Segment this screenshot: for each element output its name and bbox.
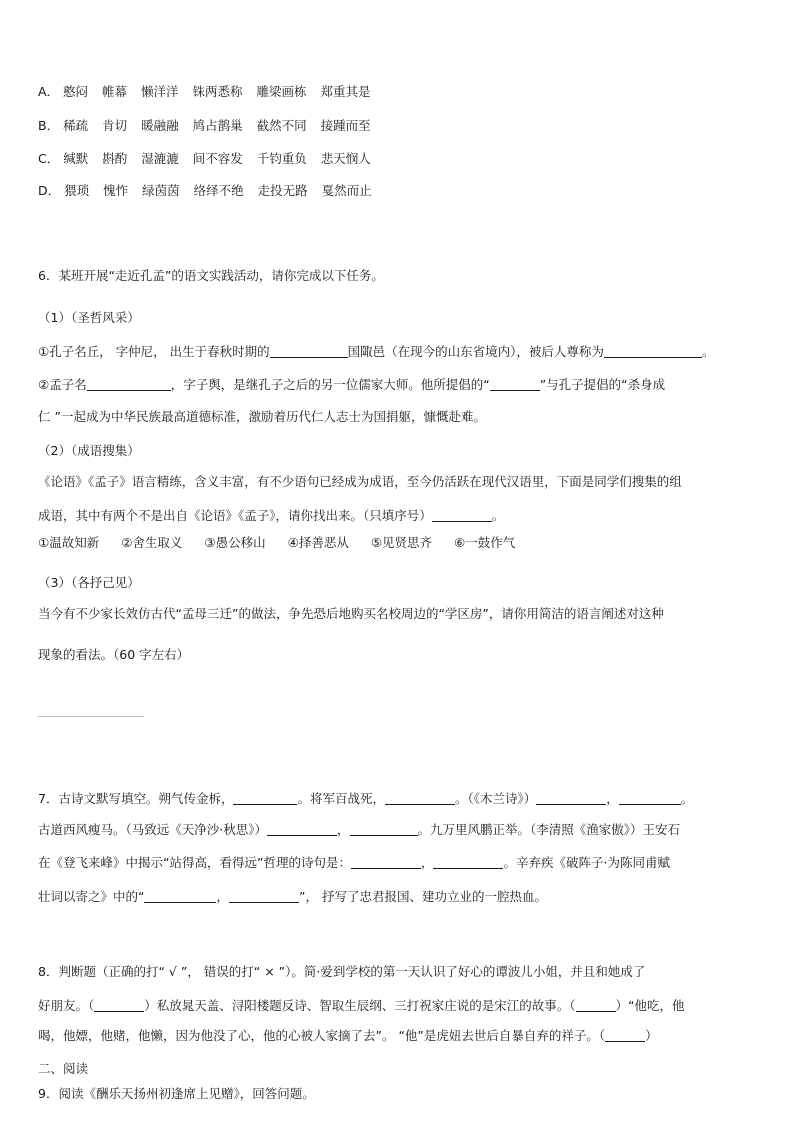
option-word: 截然不同	[256, 118, 307, 133]
text: 古道西风瘦马。（马致远《天净沙·秋思》）	[38, 822, 267, 837]
option-word: 郑重其是	[320, 84, 371, 99]
option-word: 暖融融	[141, 118, 179, 133]
option-word: 稀疏	[63, 118, 89, 133]
idiom-choice: ②舍生取义	[121, 535, 183, 550]
text: ”， 抒写了忠君报国、建功立业的一腔热血。	[299, 889, 547, 904]
option-word: 斟酌	[102, 151, 128, 166]
option-word: 愧怍	[103, 183, 129, 198]
option-word: 肯切	[102, 118, 128, 133]
option-word: 绿茵茵	[142, 183, 180, 198]
text: 好朋友。（	[38, 998, 95, 1013]
option-b	[38, 120, 371, 133]
text: ，	[606, 791, 619, 806]
idiom-choice: ①温故知新	[38, 535, 100, 550]
q6-part2-line2	[38, 508, 504, 523]
option-word: 鸠占鹊巢	[192, 118, 243, 133]
option-letter: B．	[38, 118, 60, 133]
text: 。辛弃疾《破阵子·为陈同甫赋	[503, 855, 670, 870]
q6-part2-title: （2）（成语搜集）	[38, 443, 140, 458]
option-d	[38, 185, 372, 198]
text: 成语，其中有两个不是出自《论语》《孟子》，请你找出来。（只填序号）	[38, 508, 432, 523]
q9-stem: 9．阅读《酬乐天扬州初逢席上见赠》，回答问题。	[38, 1086, 315, 1101]
text: 。	[701, 344, 715, 359]
option-letter: D．	[38, 183, 61, 198]
text: 。（《木兰诗》）	[454, 791, 537, 806]
text: 国陬邑（在现今的山东省境内），被后人尊称为	[347, 344, 604, 359]
q6-idiom-choices	[38, 537, 533, 550]
q8-line1: 8．判断题（正确的打“ √ ”， 错误的打“ × ”）。简·爱到学校的第一天认识了好心的谭波儿小姐，并且和她成了	[38, 964, 646, 979]
text: ②孟子名	[38, 377, 87, 392]
idiom-choice: ④择善恶从	[287, 535, 349, 550]
option-word: 悲天悯人	[320, 151, 371, 166]
answer-blank[interactable]	[604, 344, 702, 358]
q6-part3-line2: 现象的看法。（60 字左右）	[38, 647, 190, 662]
answer-blank[interactable]	[619, 791, 681, 805]
answer-blank[interactable]	[270, 344, 348, 358]
option-word: 络绎不绝	[193, 183, 244, 198]
q6-part1-line2	[38, 377, 665, 392]
text: ，	[420, 855, 434, 870]
idiom-choice: ③愚公移山	[204, 535, 266, 550]
q6-part1-line1	[38, 344, 714, 359]
option-word: 千钧重负	[256, 151, 307, 166]
text: 在《登飞来峰》中揭示“站得高，看得远”哲理的诗句是：	[38, 855, 351, 870]
answer-line[interactable]	[38, 716, 144, 717]
text: 壮词以寄之》中的“	[38, 889, 145, 904]
q7-line4	[38, 889, 547, 904]
option-letter: C．	[38, 151, 60, 166]
text: 喝，他嫖，他赌，他懒，因为他没了心，他的心被人家摘了去”。 “他”是虎妞去世后自暴自弃的祥子。（	[38, 1028, 606, 1043]
answer-blank[interactable]	[432, 508, 492, 522]
q6-part3-title: （3）（各抒己见）	[38, 575, 140, 590]
option-word: 走投无路	[257, 183, 308, 198]
answer-blank[interactable]	[267, 822, 337, 836]
answer-blank[interactable]	[94, 998, 144, 1012]
text: ，字子舆，是继孔子之后的另一位儒家大师。他所提倡的“	[170, 377, 490, 392]
text: ”与孔子提倡的“杀身成	[539, 377, 666, 392]
q7-line1	[38, 791, 693, 806]
section-heading: 二、阅读	[38, 1061, 89, 1076]
answer-blank[interactable]	[536, 791, 606, 805]
text: ）“他吃，他	[615, 998, 685, 1013]
text: 。九万里风鹏正举。（李清照《渔家傲》）王安石	[417, 822, 681, 837]
option-word: 帷幕	[102, 84, 128, 99]
answer-blank[interactable]	[490, 377, 540, 391]
option-word: 铢两悉称	[192, 84, 243, 99]
answer-blank[interactable]	[229, 889, 299, 903]
option-word: 雕梁画栋	[256, 84, 307, 99]
answer-blank[interactable]	[576, 998, 616, 1012]
answer-blank[interactable]	[351, 855, 421, 869]
option-word: 湿漉漉	[141, 151, 179, 166]
answer-blank[interactable]	[87, 377, 171, 391]
text: 。	[680, 791, 694, 806]
q7-line3	[38, 855, 670, 870]
text: ，	[216, 889, 229, 904]
answer-blank[interactable]	[350, 822, 418, 836]
option-word: 猥琐	[64, 183, 90, 198]
text: ①孔子名丘， 字仲尼， 出生于春秋时期的	[38, 344, 270, 359]
text: ，	[336, 822, 350, 837]
answer-blank[interactable]	[385, 791, 455, 805]
idiom-choice: ⑤见贤思齐	[370, 535, 433, 550]
text: 7．古诗文默写填空。朔气传金柝，	[38, 791, 234, 806]
q6-part3-line1: 当今有不少家长效仿古代“孟母三迁”的做法，争先恐后地购买名校周边的“学区房”，请你用简洁的语言阐述对这种	[38, 606, 664, 621]
option-c	[38, 153, 371, 166]
option-word: 间不容发	[192, 151, 243, 166]
option-letter: A．	[38, 84, 60, 99]
q6-stem: 6．某班开展“走近孔孟”的语文实践活动，请你完成以下任务。	[38, 268, 384, 283]
option-word: 戛然而止	[321, 183, 372, 198]
q8-line3	[38, 1028, 658, 1043]
answer-blank[interactable]	[433, 855, 503, 869]
text: 。	[491, 508, 505, 523]
q8-line2	[38, 998, 685, 1013]
q7-line2	[38, 822, 680, 837]
idiom-choice: ⑥一鼓作气	[454, 535, 516, 550]
answer-blank[interactable]	[605, 1028, 645, 1042]
q6-part1-title: （1）（圣哲风采）	[38, 310, 140, 325]
option-word: 缄默	[63, 151, 89, 166]
text: 。将军百战死，	[297, 791, 385, 806]
q6-part1-line3: 仁 ”一起成为中华民族最高道德标准，激励着历代仁人志士为国捐躯，慷慨赴难。	[38, 409, 486, 424]
text: ）私放晁天盖、浔阳楼题反诗、智取生辰纲、三打祝家庄说的是宋江的故事。（	[144, 998, 576, 1013]
option-word: 接踵而至	[320, 118, 371, 133]
answer-blank[interactable]	[144, 889, 216, 903]
option-a	[38, 86, 371, 99]
answer-blank[interactable]	[233, 791, 297, 805]
text: ）	[645, 1028, 658, 1043]
option-word: 懒洋洋	[141, 84, 179, 99]
q6-part2-line1: 《论语》《孟子》语言精练，含义丰富，有不少语句已经成为成语，至今仍活跃在现代汉语里，下面是同学们搜集的组	[38, 474, 682, 489]
option-word: 憨闷	[63, 84, 89, 99]
